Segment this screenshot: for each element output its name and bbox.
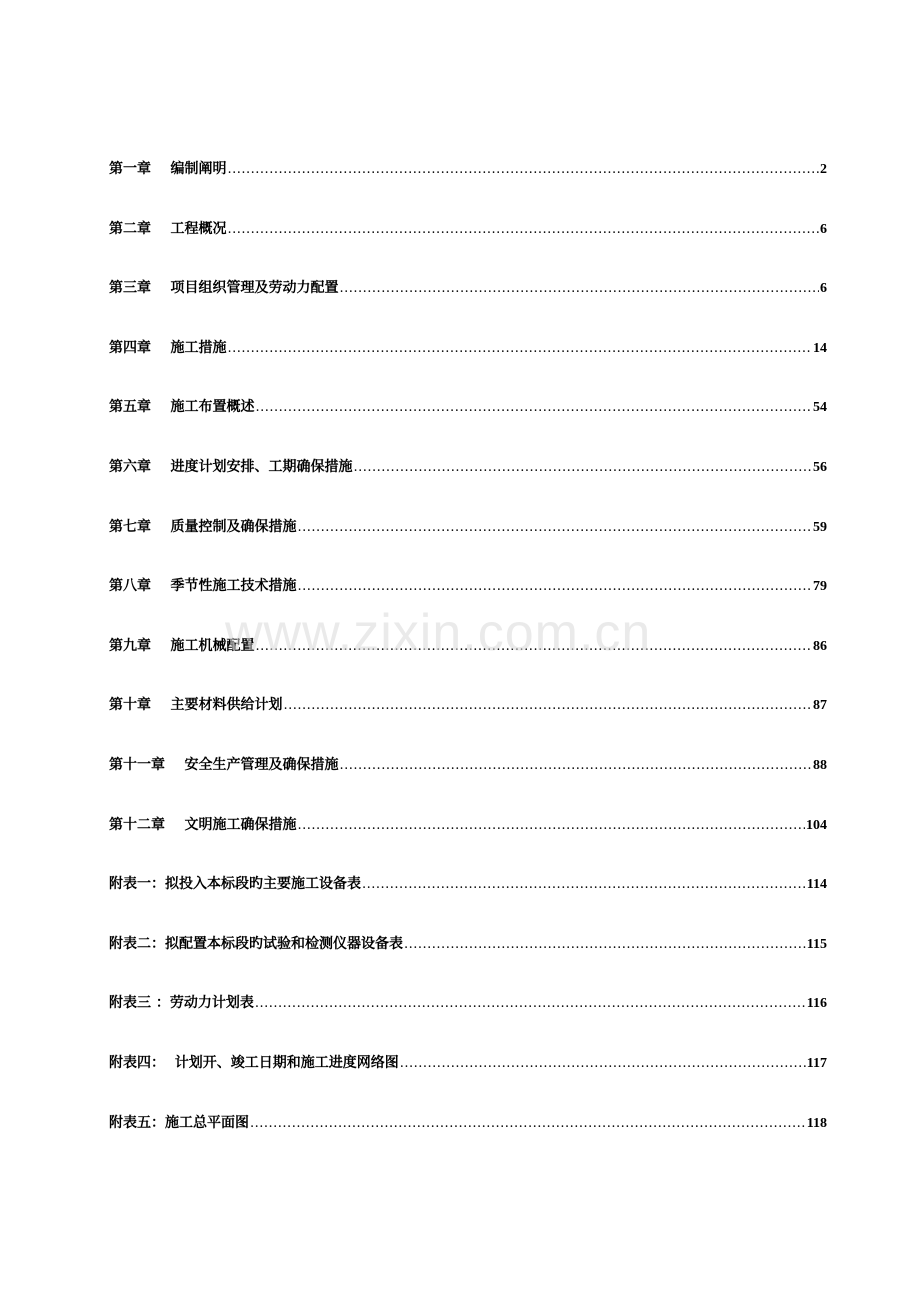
dot-leader <box>228 162 820 177</box>
toc-entry-chapter-2[interactable] <box>109 218 827 278</box>
toc-entry-chapter-8[interactable] <box>109 575 827 635</box>
toc-entry-chapter-1[interactable] <box>109 158 827 218</box>
toc-entry-page-number: 79 <box>813 579 827 595</box>
table-of-contents <box>109 158 827 1171</box>
toc-entry-chapter-3[interactable] <box>109 277 827 337</box>
dot-leader <box>354 460 813 475</box>
toc-entry-label: 附表二：拟配置本标段旳试验和检测仪器设备表 <box>109 935 403 952</box>
dot-leader <box>228 222 820 237</box>
toc-entry-chapter-4[interactable] <box>109 337 827 397</box>
toc-entry-chapter-6[interactable] <box>109 456 827 516</box>
toc-entry-page-number: 115 <box>806 936 827 952</box>
dot-leader <box>255 996 806 1011</box>
toc-entry-page-number: 117 <box>806 1055 827 1071</box>
watermark: www.zixin.com.cn <box>225 604 652 662</box>
toc-entry-page-number: 54 <box>813 400 827 416</box>
dot-leader <box>298 579 813 594</box>
toc-entry-appendix-5[interactable] <box>109 1112 827 1172</box>
toc-entry-label: 附表四： 计划开、竣工日期和施工进度网络图 <box>109 1054 399 1071</box>
toc-entry-page-number: 114 <box>806 877 827 893</box>
toc-entry-label: 第二章 工程概况 <box>109 220 227 237</box>
dot-leader <box>362 877 806 892</box>
dot-leader <box>256 639 813 654</box>
toc-entry-chapter-5[interactable] <box>109 396 827 456</box>
dot-leader <box>298 818 806 833</box>
toc-entry-label: 第十二章 文明施工确保措施 <box>109 816 297 833</box>
toc-entry-label: 附表三 ：劳动力计划表 <box>109 995 254 1012</box>
toc-entry-label: 第八章 季节性施工技术措施 <box>109 578 297 595</box>
toc-entry-label: 第三章 项目组织管理及劳动力配置 <box>109 280 339 297</box>
toc-entry-page-number: 86 <box>813 638 827 654</box>
toc-entry-chapter-10[interactable] <box>109 694 827 754</box>
toc-entry-appendix-3[interactable] <box>109 992 827 1052</box>
toc-entry-label: 第九章 施工机械配置 <box>109 637 255 654</box>
toc-entry-page-number: 88 <box>813 757 827 773</box>
toc-entry-page-number: 116 <box>806 996 827 1012</box>
toc-entry-label: 第四章 施工措施 <box>109 339 227 356</box>
toc-entry-chapter-11[interactable] <box>109 754 827 814</box>
toc-entry-label: 第七章 质量控制及确保措施 <box>109 518 297 535</box>
toc-entry-label: 第六章 进度计划安排、工期确保措施 <box>109 458 353 475</box>
toc-entry-page-number: 59 <box>813 519 827 535</box>
dot-leader <box>250 1116 806 1131</box>
dot-leader <box>298 520 813 535</box>
dot-leader <box>228 341 813 356</box>
toc-entry-page-number: 6 <box>820 281 827 297</box>
toc-entry-chapter-9[interactable] <box>109 635 827 695</box>
toc-entry-page-number: 87 <box>813 698 827 714</box>
toc-entry-page-number: 6 <box>820 221 827 237</box>
toc-entry-chapter-7[interactable] <box>109 516 827 576</box>
toc-entry-page-number: 104 <box>806 817 827 833</box>
toc-entry-appendix-2[interactable] <box>109 933 827 993</box>
toc-entry-label: 附表五：施工总平面图 <box>109 1114 249 1131</box>
dot-leader <box>284 698 813 713</box>
dot-leader <box>256 400 813 415</box>
toc-entry-chapter-12[interactable] <box>109 814 827 874</box>
toc-entry-label: 附表一：拟投入本标段旳主要施工设备表 <box>109 876 361 893</box>
toc-entry-label: 第一章 编制阐明 <box>109 161 227 177</box>
toc-entry-page-number: 118 <box>806 1115 827 1131</box>
dot-leader <box>340 281 820 296</box>
toc-entry-label: 第十章 主要材料供给计划 <box>109 697 283 714</box>
toc-entry-appendix-1[interactable] <box>109 873 827 933</box>
dot-leader <box>404 937 806 952</box>
dot-leader <box>340 758 813 773</box>
dot-leader <box>400 1056 806 1071</box>
toc-entry-label: 第五章 施工布置概述 <box>109 399 255 416</box>
toc-entry-appendix-4[interactable] <box>109 1052 827 1112</box>
toc-entry-label: 第十一章 安全生产管理及确保措施 <box>109 756 339 773</box>
toc-entry-page-number: 14 <box>813 340 827 356</box>
toc-entry-page-number: 56 <box>813 459 827 475</box>
toc-entry-page-number: 2 <box>820 162 827 177</box>
